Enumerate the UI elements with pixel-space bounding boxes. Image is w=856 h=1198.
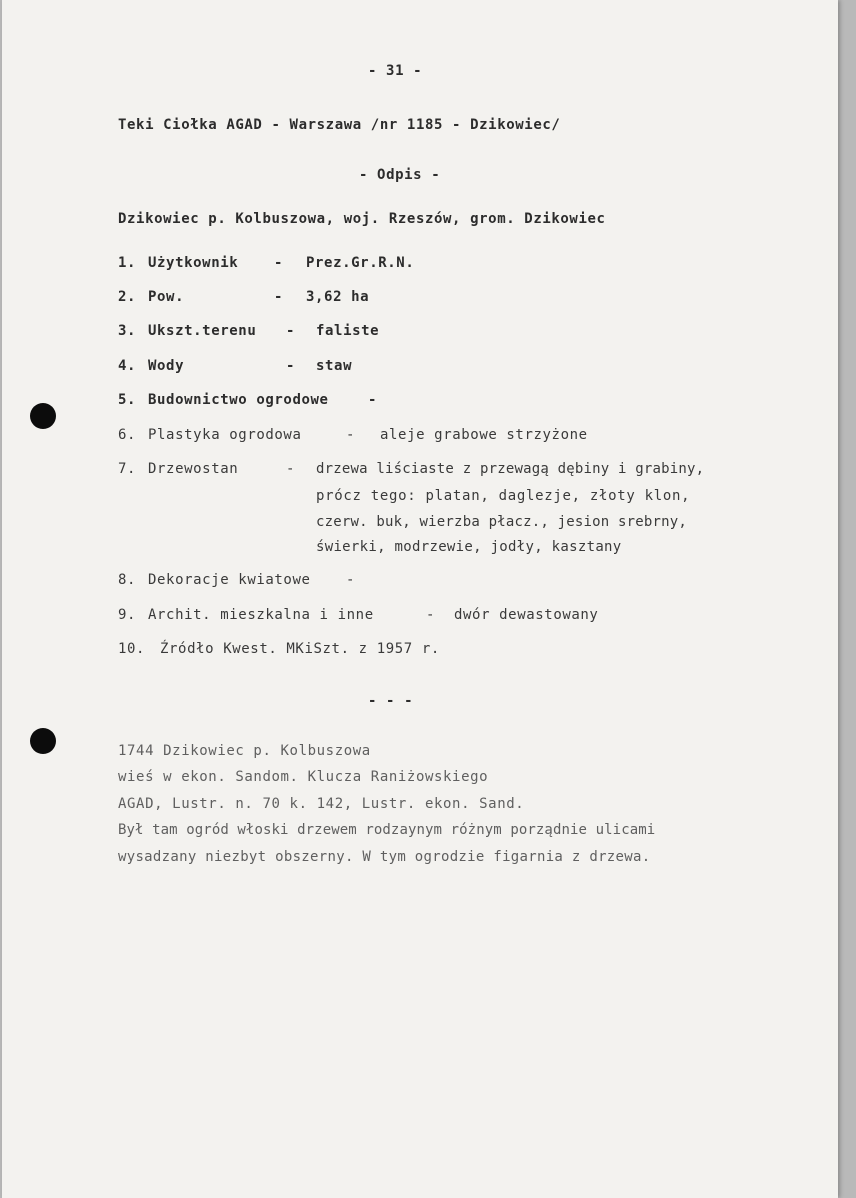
document-subheader: - Odpis -: [359, 167, 441, 183]
location-line: Dzikowiec p. Kolbuszowa, woj. Rzeszów, grom. Dzikowiec: [118, 211, 606, 227]
note-line: Był tam ogród włoski drzewem rodzaynym różnym porządnie ulicami: [118, 822, 656, 838]
note-line: wieś w ekon. Sandom. Klucza Raniżowskiego: [118, 769, 489, 785]
item-number: 8.: [118, 572, 137, 588]
item-dash: -: [426, 607, 436, 623]
item-value: Prez.Gr.R.N.: [306, 255, 415, 271]
note-line: AGAD, Lustr. n. 70 k. 142, Lustr. ekon. Sand.: [118, 796, 525, 812]
punch-hole-bottom: [30, 728, 56, 754]
item-label: Dekoracje kwiatowe: [148, 572, 311, 588]
item-value-line: drzewa liściaste z przewagą dębiny i grabiny,: [316, 461, 705, 477]
item-number: 2.: [118, 289, 137, 305]
punch-hole-top: [30, 403, 56, 429]
item-value-line: świerki, modrzewie, jodły, kasztany: [316, 539, 622, 555]
item-label: Ukszt.terenu: [148, 323, 257, 339]
item-label: Wody: [148, 358, 185, 374]
item-number: 3.: [118, 323, 137, 339]
item-value-line: czerw. buk, wierzba płacz., jesion srebrny,: [316, 514, 688, 530]
item-label: Źródło Kwest. MKiSzt. z 1957 r.: [160, 641, 440, 657]
item-label: Użytkownik: [148, 255, 239, 271]
item-number: 4.: [118, 358, 137, 374]
item-dash: -: [274, 289, 284, 305]
item-dash: -: [346, 572, 356, 588]
item-dash: -: [346, 427, 356, 443]
item-dash: -: [286, 358, 296, 374]
item-label: Budownictwo ogrodowe: [148, 392, 329, 408]
note-line: wysadzany niezbyt obszerny. W tym ogrodzie figarnia z drzewa.: [118, 849, 651, 865]
item-dash: -: [368, 392, 378, 408]
item-value: aleje grabowe strzyżone: [380, 427, 588, 443]
item-number: 10.: [118, 641, 146, 657]
item-label: Archit. mieszkalna i inne: [148, 607, 374, 623]
document-page: [2, 0, 838, 1198]
item-number: 1.: [118, 255, 137, 271]
item-dash: -: [286, 461, 296, 477]
note-line: 1744 Dzikowiec p. Kolbuszowa: [118, 743, 371, 759]
item-dash: -: [274, 255, 284, 271]
item-number: 5.: [118, 392, 137, 408]
item-value: dwór dewastowany: [454, 607, 599, 623]
item-value: 3,62 ha: [306, 289, 370, 305]
item-number: 9.: [118, 607, 137, 623]
item-dash: -: [286, 323, 296, 339]
document-header: Teki Ciołka AGAD - Warszawa /nr 1185 - Dzikowiec/: [118, 117, 561, 133]
item-value: staw: [316, 358, 353, 374]
item-label: Plastyka ogrodowa: [148, 427, 302, 443]
item-value: faliste: [316, 323, 380, 339]
item-number: 6.: [118, 427, 137, 443]
item-number: 7.: [118, 461, 137, 477]
section-separator: - - -: [368, 693, 414, 709]
page-number: - 31 -: [368, 63, 423, 79]
item-label: Drzewostan: [148, 461, 239, 477]
item-value-line: prócz tego: platan, daglezje, złoty klon,: [316, 488, 691, 504]
item-label: Pow.: [148, 289, 185, 305]
